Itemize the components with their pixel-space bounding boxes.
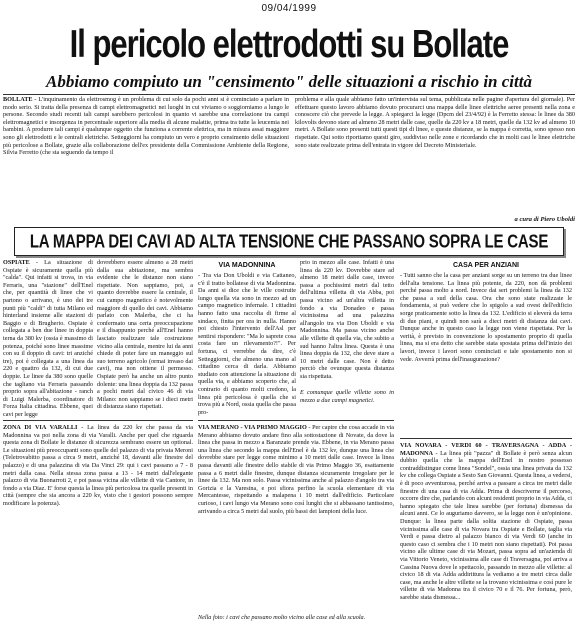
section-title-merano: VIA MERANO - VIA PRIMO MAGGIO [198,424,307,431]
publication-date: 09/04/1999 [261,3,317,14]
section-title-varalli: ZONA DI VIA VARALLI [3,424,78,431]
lead-text-left: - L'inquinamento da elettrosmog è un problema di cui solo da pochi anni si è cominciato a parlare in modo serio. Si tratta della presenza di campi elettromagnetici nei luoghi in cui viviamo o soggiorniamo a lungo le persone. Secondo studi recenti tali campi sarebbero pericolosi in quanto vi sarebbe una correlazione tra campi elettromagnetici e insorgenza in percentuale superiore alla media di alcune malattie, prima tra tutte la leucemia nei bambini. A produrre tali campi è qualunque oggetto che funziona a corrente elettrica, ma in misura assai maggiore sono gli elettrodotti e le centrali elettriche. Setteggiorni ha compiuto un vero e proprio censimento delle situazioni più pericolose a Bollate, grazie alla collaborazione dell'ex presidente della Commissione Ambiente della Regione, Silvia Ferretto (che sta seguendo da tempo il [3,96,289,157]
lead-paragraph-left [3,96,289,224]
section-text-madonnina: - Tra via Don Uboldi e via Cattaneo, c'è il tratto bollatese di via Madonnina. Da anni si dice che le ville costruite lungo quella via sono in mezzo ad un campo magnetico infernale. I cittadini hanno fatto una raccolta di firme al sindaco, finita per ora in nulla. Hanno poi chiesto l'intervento dell'Asl per sentirsi rispondere: "Ma lo saprete cosa costa fare un rilevamento?!". Per fortuna, ci verrebbe da dire, c'è Setteggiorni, che almeno una mano al cittadino cerca di darla. Abbiamo studiato con attenzione la situazione di quella via, e abbiamo scoperto che, al contrario di quanto molti credono, la linea più pericolosa è quella che si trova più a Nord, ossia quella che passa pro- [198,272,296,416]
section-text-anziani: - Tutti sanno che la casa per anziani sorge su un terreno tra due linee dell'alta tensione. La linea più potente, da 220, non dà problemi perché passa molto a nord. Invece dai seri problemi la linea da 132 che passa a sud della casa. Ora che sono state realizzate le fondamenta, si può vedere che lo spigolo a sud ovest dell'edificio sorge praticamente sotto la linea da 132. L'edificio si eleverà da terra di due piani, e quindi non sarà a dieci metri di distanza dai cavi. Dunque anche in questo caso la legge non viene rispettata. Per la verità, è previsto in convenzione lo spostamento proprio di quella linea, ma si era detto che sarebbe stata spostata prima dell'inizio dei lavori, invece i lavori sono cominciati e tale spostamento non si vede. Avverrà prima dell'inaugurazione? [400,272,572,363]
section-ospiate-continued: dovrebbero essere almeno a 28 metri dalla sua abitazione, ma sembra evidente che le distanze non siano rispettate. Non sappiamo, poi, a quanto dovrebbe essere la centrale, il cui campo magnetico è notevolmente maggiore di quello dei cavi. Abbiamo parlato con Malerba, che ci ha confermato una certa preoccupazione e il disappunto perché all'Enel hanno lasciato realizzare tale costruzione vicino alla centrale, mentre lui da anni chiede di poter fare un maneggio sul suo terreno agricolo (ormai invaso dai cavi), ma non ottiene il permesso. Ospiate però ha anche un altro punto dolente: una linea doppia da 132 passa a pochi metri dal civico 46 di via Milano: non sappiamo se i dieci metri di distanza siano rispettati. [97,259,193,411]
headline: Il pericolo elettrodotti su Bollate [69,22,509,66]
divider [198,420,394,421]
section-text-madonnina-continued: prio in mezzo alle case. Infatti è una linea da 220 kv. Dovrebbe stare ad almeno 18 metri dalle case, invece passa a pochissimi metri dal tetto dell'ultima villetta di via Abba, poi passa vicino ad un'altra villetta in fondo a via Donadeo e passa vicinissima ad una palazzina all'angolo tra via Don Uboldi e via Madonnina. Ma passa vicino anche alle villette di quella via, che subito a sud hanno l'altra linea. Questa è una linea doppia da 132, che deve stare a 10 metri dalle case. Non è detto perciò che ovunque questa distanza sia rispettata. [300,259,394,380]
section-text-novara: - La linea più "pazza" di Bollate è però senza alcun dubbio quella che la mappa dell'Enel in nostro possesso contraddistingue come linea "Sondel", ossia una linea privata da 132 kv che collega Ospiate a Sesto San Giovanni. Questa linea, a vedersi, è di poco avventurosa, perché arriva a passare a circa tre metri dalle finestre di una casa di via Adda. Prima di descriverne il percorso, occorre dire che, parlando con alcuni residenti proprio in via Adda, ci hanno spiegato che tale linea sarebbe (per fortuna) dismessa da alcuni anni. Ce lo auguriamo davvero, se la legge non è un'opinione. Dunque: la linea parte dalla soltia stazione di Ospiate, passa vicinissima alle case di via Novara tra Ospiate e Bollate, taglia via Verdi e passa dietro al palazzo bianco di via Verdi 60 (anche in questo caso ci sembra che i 10 metri non siano rispettati). Poi passa vicino alle ultime case di via Mozart, passa sopra ad un'azienda di via Vittorio Veneto, vicinissima alle case di Traversagna, poi arriva a Cassina Nuova dove le spettacolo, passando in mezzo alle villette: al civico 18 di via Adda addirittura la vediamo a tre metri circa dalle case, ma anche le altre villette se la trovano vicinissima e così pure le villette di via Madonna tra il civico 70 e il 76. Per fortuna, però, sarebbe stata dismessa... [400,449,572,601]
section-title-anziani: CASA PER ANZIANI [453,262,519,269]
section-varalli [3,424,193,634]
section-title-ospiate: OSPIATE [3,259,30,266]
divider [400,438,572,439]
section-text-ospiate: - La situazione di Ospiate è sicuramente quella più "calda". Qui infatti si trova, in via Ferraris, una "stazione" dell'Enel che, per quantità di linee che vi partono o arrivano, è uno dei tre punti più "caldi" di tutta Milano ed hinterland insieme alle stazioni di Baggio e di Brugherio. Ospiate è collegata a ben due linee in doppia terna da 380 kv (ossia è massimo di potenza, poiché sono linee massime con su il doppio di cavi: tri anziché tre), poi è collegata a una linea da 220 e quattro da 132, di cui due doppie. Le linee da 380 sono quelle che tagliano via Ferraris passando proprio sopra all'abitazione - ranch di Luigi Malerba, coordinatore di Forza Italia cittadina. Ebbene, quei cavi per legge [3,259,93,418]
lead-paragraph-right: problema e alla quale abbiamo fatto un'intervista sul tema, pubblicata nelle pagine d'apertura del giornale). Per effettuare questo lavoro abbiamo dovuto procurarci una mappa delle linee elettriche aeree presenti nella zona e conoscere ciò che prevede la legge. A spiegarci la legge (Dpcm del 23/4/92) è la Ferretto stessa: le linee da 380 kilovolts devono stare ad almeno 28 metri dalle case, quelle da 220 kv a 18 metri, quelle da 132 kv ad almeno 10 metri. A Bollate sono presenti tutti questi tipi di linee, e queste distanze, se la mappa è corretta, sono spesso non rispettate. Qui sotto riportiamo questi giro, suddiviso nelle zone e ricordando che in molti casi le linee elettriche sono state realizzate prima dell'entrata in vigore del Decreto Ministeriale. [295,96,575,149]
photo-caption-merano: Nella foto: i cavi che passano molto vicino alle case ed alla scuola. [198,614,366,621]
section-text-merano: - Per capire che cosa accade in via Merano abbiamo dovuto andare fino alla sottostazione di Novate, da dove la linea che passa in mezzo a Baranzate prende via. Ebbene, in via Merano passa una linea che secondo la mappa dell'Enel è da 132 kv, dunque una linea che dovrebbe stare per legge come minimo a 10 metri dalle case. Invece la linea passa davanti alle finestre dello stabile di via Primo Maggio 36, esattamente passa a 6 metri dalle finestre, dunque distanza sicuramente irregolare per le linee da 132. Ma non solo. Passa vicinissima anche al palazzo d'angolo tra via Gorizia e la Varesina, e poi sfiora perfino la scuola elementare di via Mercantesse, rispettando a malapena i 10 metri dall'edificio. Particolare curioso, i cavi lungo via Merano sono così lunghi che si abbassano tantissimo, arrivando a circa 5 metri dal suolo, più bassi dei lampioni della luce. [198,424,394,515]
divider [3,94,575,95]
section-merano [198,424,394,612]
section-title-novara: VIA NOVARA - VERDI 60 - TRAVERSAGNA - ADDA - MADONNA [400,442,572,457]
banner-title: LA MAPPA DEI CAVI AD ALTA TENSIONE CHE PASSANO SOPRA LE CASE [29,232,549,253]
lead-place: BOLLATE [3,96,33,103]
section-note-madonnina: E comunque quelle villette sono in mezzo a due campi magnetici. [300,389,394,404]
subheadline: Abbiamo compiuto un "censimento" delle situazioni a rischio in città [46,72,532,91]
section-novara [400,442,572,632]
section-title-madonnina: VIA MADONNINA [218,262,276,269]
section-text-varalli: - La linea da 220 kv che passa da via Madonnina va poi nella zona di via Varalli. Anche per quel che riguarda questa zona di Bollate le distanze di sicurezza sembrano essere un optional. Le situazioni più preoccupanti sono quelle del palazzo di via privata Meroni (Teletrovabitto passa a circa 9 metri, anziché 18, davanti alle finestre del palazzo) e di una palazzina di via Da Vinci 29: qui i cavi passano a 7 - 8 metri dalla casa. Nella stessa zona passa a 13 - 14 metri dall'elegante palazzo di via Buonarroti 2, e poi passa vicina alle villette di via Cantore, in fondo a via Diaz. E' forse questa la linea più pericolosa tra quelle presenti in città (sempre che sia ancora a 220 kv, visto che i gestori possono sempre modificare la potenza). [3,424,193,507]
divider [3,420,193,421]
section-ospiate [3,259,93,419]
byline: a cura di Piero Uboldi [514,216,575,223]
